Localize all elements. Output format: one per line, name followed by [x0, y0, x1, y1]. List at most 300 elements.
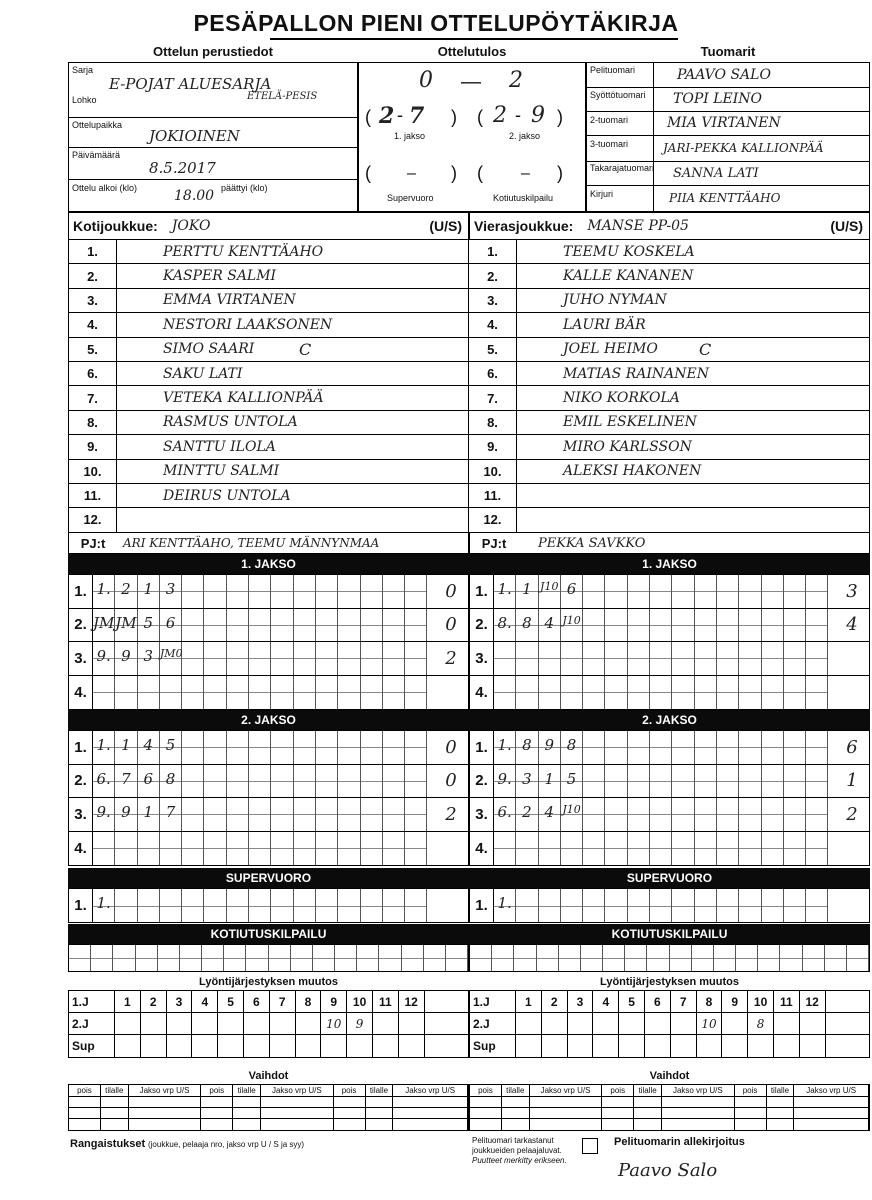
kotiutus-cell[interactable]: [647, 945, 669, 971]
at-bat-cell[interactable]: [316, 889, 338, 922]
at-bat-cell[interactable]: [539, 731, 561, 764]
away-total-score[interactable]: 2: [509, 68, 523, 93]
at-bat-cell[interactable]: [160, 889, 182, 922]
at-bat-cell[interactable]: [316, 609, 338, 642]
at-bat-cell[interactable]: [361, 731, 383, 764]
vaihdot-cell[interactable]: [233, 1108, 261, 1118]
at-bat-cell[interactable]: [361, 642, 383, 675]
at-bat-cell[interactable]: [361, 609, 383, 642]
vaihdot-cell[interactable]: [735, 1119, 767, 1130]
at-bat-cell[interactable]: [93, 889, 115, 922]
at-bat-cell[interactable]: [672, 889, 694, 922]
batting-change-cell[interactable]: [218, 1013, 244, 1034]
at-bat-cell[interactable]: [271, 765, 293, 798]
at-bat-cell[interactable]: [806, 676, 828, 710]
referee-name-6[interactable]: PIIA KENTTÄAHO: [669, 191, 781, 205]
at-bat-cell[interactable]: [784, 731, 806, 764]
batting-change-cell[interactable]: [516, 1013, 542, 1034]
at-bat-cell[interactable]: [516, 642, 538, 675]
at-bat-cell[interactable]: [494, 609, 516, 642]
vaihdot-cell[interactable]: [366, 1108, 394, 1118]
away-us-marker[interactable]: (U/S): [830, 218, 863, 234]
at-bat-cell[interactable]: [160, 798, 182, 831]
at-bat-cell[interactable]: [138, 832, 160, 866]
at-bat-cell[interactable]: [383, 889, 405, 922]
at-bat-cell[interactable]: [294, 609, 316, 642]
vaihdot-cell[interactable]: [634, 1119, 662, 1130]
at-bat-cell[interactable]: [806, 575, 828, 608]
inning-score[interactable]: 3: [846, 580, 858, 602]
at-bat-cell[interactable]: [138, 798, 160, 831]
at-bat-cell[interactable]: [717, 642, 739, 675]
vaihdot-cell[interactable]: [69, 1119, 101, 1130]
vaihdot-cell[interactable]: [767, 1097, 795, 1107]
at-bat-cell[interactable]: [806, 642, 828, 675]
at-bat-cell[interactable]: [93, 642, 115, 675]
at-bat-cell[interactable]: [806, 609, 828, 642]
at-bat-cell[interactable]: [93, 731, 115, 764]
batting-change-cell[interactable]: [722, 1035, 748, 1057]
at-bat-cell[interactable]: [494, 832, 516, 866]
batting-change-cell[interactable]: [722, 1013, 748, 1034]
at-bat-cell[interactable]: [316, 575, 338, 608]
at-bat-cell[interactable]: [650, 765, 672, 798]
vaihdot-cell[interactable]: [735, 1097, 767, 1107]
batting-change-cell[interactable]: [141, 1013, 167, 1034]
kotiutus-cell[interactable]: [625, 945, 647, 971]
at-bat-cell[interactable]: [115, 731, 137, 764]
inning-score[interactable]: 0: [445, 614, 457, 636]
at-bat-cell[interactable]: [806, 798, 828, 831]
vaihdot-cell[interactable]: [393, 1097, 468, 1107]
at-bat-cell[interactable]: [739, 642, 761, 675]
at-bat-cell[interactable]: [271, 609, 293, 642]
jakso1-away[interactable]: 7: [409, 103, 425, 129]
at-bat-cell[interactable]: [138, 575, 160, 608]
kotiutus-cell[interactable]: [291, 945, 313, 971]
at-bat-cell[interactable]: [561, 609, 583, 642]
player-name[interactable]: MATIAS RAINANEN: [563, 365, 709, 382]
referee-name-5[interactable]: SANNA LATI: [673, 166, 759, 181]
at-bat-cell[interactable]: [338, 575, 360, 608]
at-bat-cell[interactable]: [227, 798, 249, 831]
batting-change-cell[interactable]: [296, 1035, 322, 1057]
kotiutus-cell[interactable]: [470, 945, 492, 971]
batting-change-cell[interactable]: [270, 1013, 296, 1034]
at-bat-cell[interactable]: [695, 765, 717, 798]
at-bat-cell[interactable]: [338, 642, 360, 675]
batting-change-cell[interactable]: [516, 1035, 542, 1057]
at-bat-cell[interactable]: [182, 798, 204, 831]
player-name[interactable]: EMIL ESKELINEN: [563, 414, 697, 431]
inning-score[interactable]: 0: [445, 580, 457, 602]
batting-change-cell[interactable]: [542, 1013, 568, 1034]
jakso2-away[interactable]: 9: [531, 103, 545, 128]
player-name[interactable]: MINTTU SALMI: [163, 463, 280, 480]
vaihdot-cell[interactable]: [101, 1097, 129, 1107]
at-bat-cell[interactable]: [182, 642, 204, 675]
vaihdot-cell[interactable]: [662, 1119, 735, 1130]
at-bat-cell[interactable]: [338, 609, 360, 642]
player-name[interactable]: KALLE KANANEN: [563, 268, 694, 285]
kotiutus-cell[interactable]: [780, 945, 802, 971]
at-bat-cell[interactable]: [294, 765, 316, 798]
paivamaara-value[interactable]: 8.5.2017: [149, 159, 216, 177]
at-bat-cell[interactable]: [405, 889, 427, 922]
at-bat-cell[interactable]: [762, 575, 784, 608]
vaihdot-cell[interactable]: [101, 1108, 129, 1118]
player-name[interactable]: EMMA VIRTANEN: [163, 292, 296, 309]
batting-change-cell[interactable]: [296, 1013, 322, 1034]
at-bat-cell[interactable]: [160, 731, 182, 764]
kotiutus-cell[interactable]: [357, 945, 379, 971]
player-name[interactable]: SAKU LATI: [163, 365, 243, 382]
referee-name-1[interactable]: PAAVO SALO: [677, 67, 771, 83]
at-bat-cell[interactable]: [628, 889, 650, 922]
inning-score[interactable]: [434, 832, 468, 866]
batting-change-cell[interactable]: [167, 1013, 193, 1034]
batting-change-cell[interactable]: [244, 1013, 270, 1034]
at-bat-cell[interactable]: [605, 642, 627, 675]
player-name[interactable]: LAURI BÄR: [563, 316, 646, 333]
at-bat-cell[interactable]: [739, 765, 761, 798]
at-bat-cell[interactable]: [539, 642, 561, 675]
at-bat-cell[interactable]: [583, 731, 605, 764]
at-bat-cell[interactable]: [628, 798, 650, 831]
inning-score[interactable]: 2: [445, 803, 457, 825]
vaihdot-cell[interactable]: [201, 1108, 233, 1118]
batting-change-cell[interactable]: [218, 1035, 244, 1057]
at-bat-cell[interactable]: [294, 832, 316, 866]
away-team-name[interactable]: MANSE PP-05: [587, 218, 689, 234]
batting-change-cell[interactable]: 9: [347, 1013, 373, 1034]
vaihdot-cell[interactable]: [502, 1097, 530, 1107]
player-name[interactable]: JUHO NYMAN: [563, 292, 667, 309]
at-bat-cell[interactable]: [784, 765, 806, 798]
at-bat-cell[interactable]: [361, 889, 383, 922]
at-bat-cell[interactable]: [762, 765, 784, 798]
at-bat-cell[interactable]: [672, 676, 694, 710]
batting-change-cell[interactable]: [593, 1035, 619, 1057]
batting-change-cell[interactable]: [399, 1013, 425, 1034]
at-bat-cell[interactable]: [806, 731, 828, 764]
jakso1-home[interactable]: 2: [379, 103, 395, 129]
vaihdot-cell[interactable]: [261, 1097, 334, 1107]
at-bat-cell[interactable]: [338, 765, 360, 798]
at-bat-cell[interactable]: [672, 832, 694, 866]
inning-score[interactable]: 2: [445, 647, 457, 669]
at-bat-cell[interactable]: [628, 575, 650, 608]
at-bat-cell[interactable]: [249, 731, 271, 764]
at-bat-cell[interactable]: [806, 765, 828, 798]
batting-change-cell[interactable]: [373, 1013, 399, 1034]
at-bat-cell[interactable]: [338, 798, 360, 831]
batting-change-cell[interactable]: [800, 1035, 826, 1057]
at-bat-cell[interactable]: [115, 798, 137, 831]
at-bat-cell[interactable]: [494, 765, 516, 798]
at-bat-cell[interactable]: [695, 832, 717, 866]
at-bat-cell[interactable]: [316, 832, 338, 866]
inning-score[interactable]: [835, 642, 869, 675]
home-pj-value[interactable]: ARI KENTTÄAHO, TEEMU MÄNNYNMAA: [123, 536, 380, 550]
at-bat-cell[interactable]: [227, 642, 249, 675]
vaihdot-cell[interactable]: [334, 1119, 366, 1130]
at-bat-cell[interactable]: [160, 832, 182, 866]
at-bat-cell[interactable]: [695, 642, 717, 675]
at-bat-cell[interactable]: [561, 676, 583, 710]
batting-change-cell[interactable]: [671, 1013, 697, 1034]
at-bat-cell[interactable]: [361, 798, 383, 831]
player-name[interactable]: SIMO SAARI: [163, 341, 255, 358]
at-bat-cell[interactable]: [294, 889, 316, 922]
at-bat-cell[interactable]: [271, 731, 293, 764]
at-bat-cell[interactable]: [695, 798, 717, 831]
at-bat-cell[interactable]: [405, 798, 427, 831]
at-bat-cell[interactable]: [294, 642, 316, 675]
player-name[interactable]: TEEMU KOSKELA: [563, 243, 695, 260]
at-bat-cell[interactable]: [316, 676, 338, 710]
batting-change-cell[interactable]: [321, 1035, 347, 1057]
vaihdot-cell[interactable]: [470, 1097, 502, 1107]
at-bat-cell[interactable]: [650, 609, 672, 642]
at-bat-cell[interactable]: [583, 609, 605, 642]
at-bat-cell[interactable]: [650, 832, 672, 866]
home-us-marker[interactable]: (U/S): [429, 218, 462, 234]
at-bat-cell[interactable]: [204, 642, 226, 675]
at-bat-cell[interactable]: [539, 832, 561, 866]
batting-change-cell[interactable]: [192, 1013, 218, 1034]
at-bat-cell[interactable]: [115, 765, 137, 798]
at-bat-cell[interactable]: [182, 889, 204, 922]
kotiutus-cell[interactable]: [559, 945, 581, 971]
at-bat-cell[interactable]: [695, 889, 717, 922]
at-bat-cell[interactable]: [160, 765, 182, 798]
kotiutus-cell[interactable]: [736, 945, 758, 971]
at-bat-cell[interactable]: [182, 765, 204, 798]
vaihdot-cell[interactable]: [602, 1097, 634, 1107]
at-bat-cell[interactable]: [672, 609, 694, 642]
at-bat-cell[interactable]: [271, 642, 293, 675]
at-bat-cell[interactable]: [539, 676, 561, 710]
at-bat-cell[interactable]: [227, 832, 249, 866]
at-bat-cell[interactable]: [204, 731, 226, 764]
at-bat-cell[interactable]: [204, 765, 226, 798]
at-bat-cell[interactable]: [628, 642, 650, 675]
vaihdot-cell[interactable]: [334, 1108, 366, 1118]
at-bat-cell[interactable]: [249, 575, 271, 608]
at-bat-cell[interactable]: [516, 731, 538, 764]
at-bat-cell[interactable]: [739, 575, 761, 608]
at-bat-cell[interactable]: [494, 889, 516, 922]
vaihdot-cell[interactable]: [393, 1119, 468, 1130]
kotiutus-cell[interactable]: [581, 945, 603, 971]
at-bat-cell[interactable]: [494, 575, 516, 608]
at-bat-cell[interactable]: [717, 575, 739, 608]
inning-score[interactable]: 1: [846, 770, 858, 792]
at-bat-cell[interactable]: [227, 889, 249, 922]
vaihdot-cell[interactable]: [530, 1108, 603, 1118]
vaihdot-cell[interactable]: [634, 1108, 662, 1118]
at-bat-cell[interactable]: [383, 676, 405, 710]
vaihdot-cell[interactable]: [794, 1119, 869, 1130]
at-bat-cell[interactable]: [115, 575, 137, 608]
at-bat-cell[interactable]: [271, 676, 293, 710]
at-bat-cell[interactable]: [605, 798, 627, 831]
at-bat-cell[interactable]: [717, 832, 739, 866]
player-name[interactable]: MIRO KARLSSON: [563, 438, 692, 455]
at-bat-cell[interactable]: [539, 765, 561, 798]
at-bat-cell[interactable]: [182, 609, 204, 642]
at-bat-cell[interactable]: [271, 798, 293, 831]
kotiutus-cell[interactable]: [492, 945, 514, 971]
at-bat-cell[interactable]: [338, 731, 360, 764]
batting-change-cell[interactable]: [115, 1013, 141, 1034]
at-bat-cell[interactable]: [204, 889, 226, 922]
vaihdot-cell[interactable]: [261, 1119, 334, 1130]
kotiutus-cell[interactable]: [180, 945, 202, 971]
batting-change-cell[interactable]: [568, 1013, 594, 1034]
at-bat-cell[interactable]: [583, 765, 605, 798]
at-bat-cell[interactable]: [539, 889, 561, 922]
at-bat-cell[interactable]: [784, 642, 806, 675]
batting-change-cell[interactable]: [645, 1013, 671, 1034]
at-bat-cell[interactable]: [605, 676, 627, 710]
vaihdot-cell[interactable]: [634, 1097, 662, 1107]
at-bat-cell[interactable]: [717, 731, 739, 764]
ottelu-alkoi-value[interactable]: 18.00: [174, 188, 215, 204]
vaihdot-cell[interactable]: [602, 1108, 634, 1118]
at-bat-cell[interactable]: [271, 889, 293, 922]
at-bat-cell[interactable]: [539, 609, 561, 642]
at-bat-cell[interactable]: [695, 609, 717, 642]
at-bat-cell[interactable]: [115, 676, 137, 710]
player-name[interactable]: KASPER SALMI: [163, 268, 277, 285]
vaihdot-cell[interactable]: [101, 1119, 129, 1130]
at-bat-cell[interactable]: [182, 676, 204, 710]
vaihdot-cell[interactable]: [794, 1108, 869, 1118]
at-bat-cell[interactable]: [650, 731, 672, 764]
batting-change-cell[interactable]: [542, 1035, 568, 1057]
kotiutus-cell[interactable]: [313, 945, 335, 971]
kotiutus-cell[interactable]: [224, 945, 246, 971]
at-bat-cell[interactable]: [204, 798, 226, 831]
vaihdot-cell[interactable]: [794, 1097, 869, 1107]
batting-change-cell[interactable]: [399, 1035, 425, 1057]
at-bat-cell[interactable]: [672, 642, 694, 675]
vaihdot-cell[interactable]: [334, 1097, 366, 1107]
at-bat-cell[interactable]: [583, 798, 605, 831]
batting-change-cell[interactable]: [141, 1035, 167, 1057]
at-bat-cell[interactable]: [583, 832, 605, 866]
batting-change-cell[interactable]: [774, 1013, 800, 1034]
at-bat-cell[interactable]: [338, 676, 360, 710]
at-bat-cell[interactable]: [294, 731, 316, 764]
vaihdot-cell[interactable]: [129, 1119, 202, 1130]
kotiutus-cell[interactable]: [69, 945, 91, 971]
at-bat-cell[interactable]: [561, 798, 583, 831]
at-bat-cell[interactable]: [405, 731, 427, 764]
player-name[interactable]: JOEL HEIMO: [563, 341, 658, 358]
at-bat-cell[interactable]: [249, 609, 271, 642]
at-bat-cell[interactable]: [249, 889, 271, 922]
at-bat-cell[interactable]: [316, 798, 338, 831]
kotiutus-cell[interactable]: [514, 945, 536, 971]
at-bat-cell[interactable]: [762, 609, 784, 642]
vaihdot-cell[interactable]: [470, 1119, 502, 1130]
ottelupaikka-value[interactable]: JOKIOINEN: [149, 127, 240, 145]
at-bat-cell[interactable]: [405, 642, 427, 675]
at-bat-cell[interactable]: [672, 798, 694, 831]
at-bat-cell[interactable]: [695, 731, 717, 764]
batting-change-cell[interactable]: 10: [321, 1013, 347, 1034]
vaihdot-cell[interactable]: [233, 1097, 261, 1107]
batting-change-cell[interactable]: 10: [697, 1013, 723, 1034]
at-bat-cell[interactable]: [762, 731, 784, 764]
kotiutus-cell[interactable]: [603, 945, 625, 971]
at-bat-cell[interactable]: [516, 798, 538, 831]
at-bat-cell[interactable]: [739, 889, 761, 922]
at-bat-cell[interactable]: [249, 798, 271, 831]
player-name[interactable]: VETEKA KALLIONPÄÄ: [163, 390, 324, 407]
at-bat-cell[interactable]: [160, 676, 182, 710]
lohko-value[interactable]: ETELÄ-PESIS: [247, 91, 318, 102]
at-bat-cell[interactable]: [494, 798, 516, 831]
at-bat-cell[interactable]: [650, 642, 672, 675]
kotiutus-cell[interactable]: [202, 945, 224, 971]
at-bat-cell[interactable]: [227, 765, 249, 798]
at-bat-cell[interactable]: [605, 765, 627, 798]
at-bat-cell[interactable]: [605, 889, 627, 922]
at-bat-cell[interactable]: [138, 889, 160, 922]
at-bat-cell[interactable]: [628, 832, 650, 866]
vaihdot-cell[interactable]: [470, 1108, 502, 1118]
at-bat-cell[interactable]: [294, 676, 316, 710]
at-bat-cell[interactable]: [672, 731, 694, 764]
vaihdot-cell[interactable]: [735, 1108, 767, 1118]
at-bat-cell[interactable]: [138, 642, 160, 675]
at-bat-cell[interactable]: [338, 832, 360, 866]
at-bat-cell[interactable]: [338, 889, 360, 922]
batting-change-cell[interactable]: [671, 1035, 697, 1057]
kotiutus-cell[interactable]: [537, 945, 559, 971]
at-bat-cell[interactable]: [93, 798, 115, 831]
at-bat-cell[interactable]: [115, 609, 137, 642]
inning-score[interactable]: 6: [846, 736, 858, 758]
at-bat-cell[interactable]: [93, 575, 115, 608]
at-bat-cell[interactable]: [383, 832, 405, 866]
at-bat-cell[interactable]: [784, 832, 806, 866]
at-bat-cell[interactable]: [405, 765, 427, 798]
at-bat-cell[interactable]: [294, 798, 316, 831]
vaihdot-cell[interactable]: [261, 1108, 334, 1118]
batting-change-cell[interactable]: [800, 1013, 826, 1034]
inning-score[interactable]: [835, 676, 869, 710]
player-name[interactable]: ALEKSI HAKONEN: [563, 463, 702, 480]
kotiutus-cell[interactable]: [692, 945, 714, 971]
vaihdot-cell[interactable]: [201, 1119, 233, 1130]
batting-change-cell[interactable]: 8: [748, 1013, 774, 1034]
at-bat-cell[interactable]: [739, 676, 761, 710]
vaihdot-cell[interactable]: [366, 1119, 394, 1130]
vaihdot-cell[interactable]: [69, 1097, 101, 1107]
at-bat-cell[interactable]: [762, 889, 784, 922]
at-bat-cell[interactable]: [762, 676, 784, 710]
player-name[interactable]: NIKO KORKOLA: [563, 390, 680, 407]
at-bat-cell[interactable]: [739, 798, 761, 831]
at-bat-cell[interactable]: [605, 832, 627, 866]
at-bat-cell[interactable]: [115, 642, 137, 675]
at-bat-cell[interactable]: [93, 609, 115, 642]
